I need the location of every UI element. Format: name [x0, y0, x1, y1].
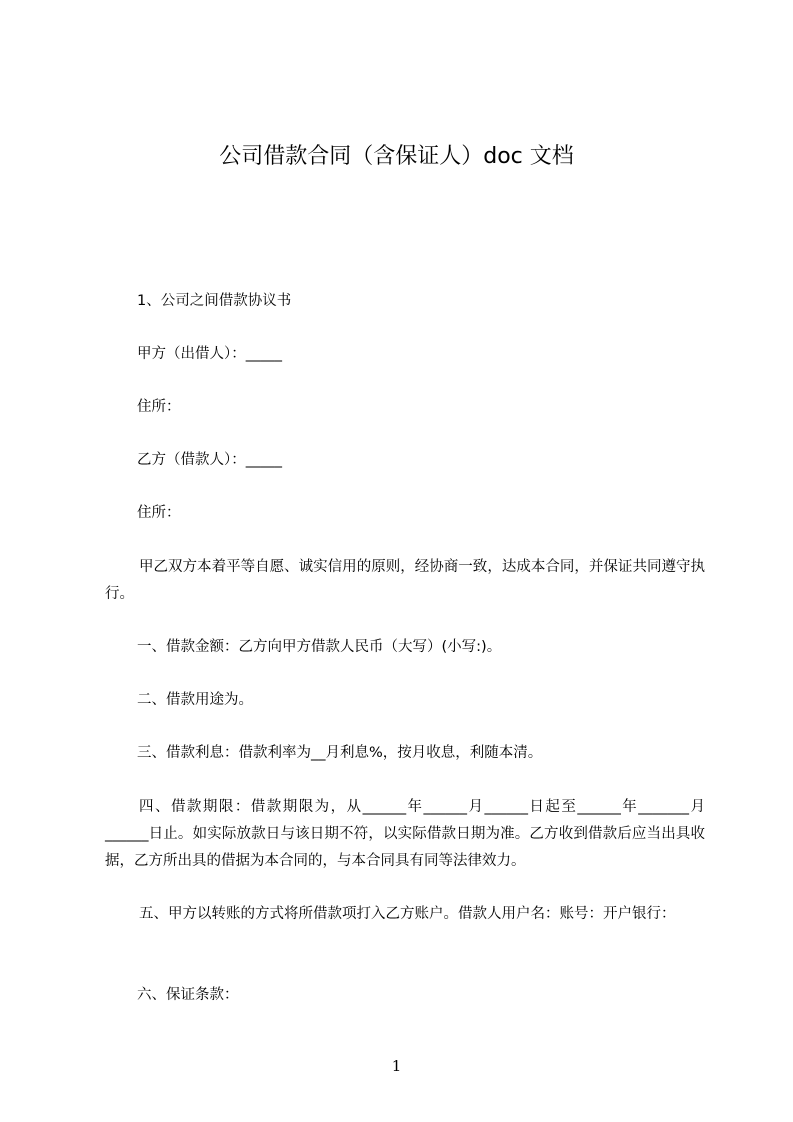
paragraph-preamble: 甲乙双方本着平等自愿、诚实信用的原则，经协商一致，达成本合同，并保证共同遵守执行。 — [105, 559, 705, 602]
paragraph-borrower-address: 住所： — [137, 505, 181, 521]
clause-loan-purpose: 二、借款用途为。 — [137, 692, 253, 708]
paragraph-borrower: 乙方（借款人）：_____ — [137, 452, 282, 468]
paragraph-lender-address: 住所： — [137, 399, 181, 415]
clause-loan-interest: 三、借款利息：借款利率为__月利息%，按月收息，利随本清。 — [137, 745, 543, 761]
page-number: 1 — [391, 1057, 402, 1075]
clause-transfer-method: 五、甲方以转账的方式将所借款项打入乙方账户。借款人用户名：账号：开户银行： — [139, 906, 676, 922]
paragraph-lender: 甲方（出借人）：_____ — [137, 346, 282, 362]
paragraph-agreement-heading: 1、公司之间借款协议书 — [137, 293, 292, 309]
document-title: 公司借款合同（含保证人）doc 文档 — [219, 144, 574, 169]
clause-loan-amount: 一、借款金额：乙方向甲方借款人民币（大写）(小写:)。 — [137, 639, 502, 655]
clause-loan-term: 四、借款期限：借款期限为，从______年______月______日起至______年_______月______日止。如实际放款日与该日期不符，以实际借款日期为准。乙方收到借款后应当出具收据，乙方所出具的借据为本合同的，与本合同具有同等法律效力。 — [105, 799, 705, 869]
clause-guarantee: 六、保证条款： — [137, 987, 239, 1003]
